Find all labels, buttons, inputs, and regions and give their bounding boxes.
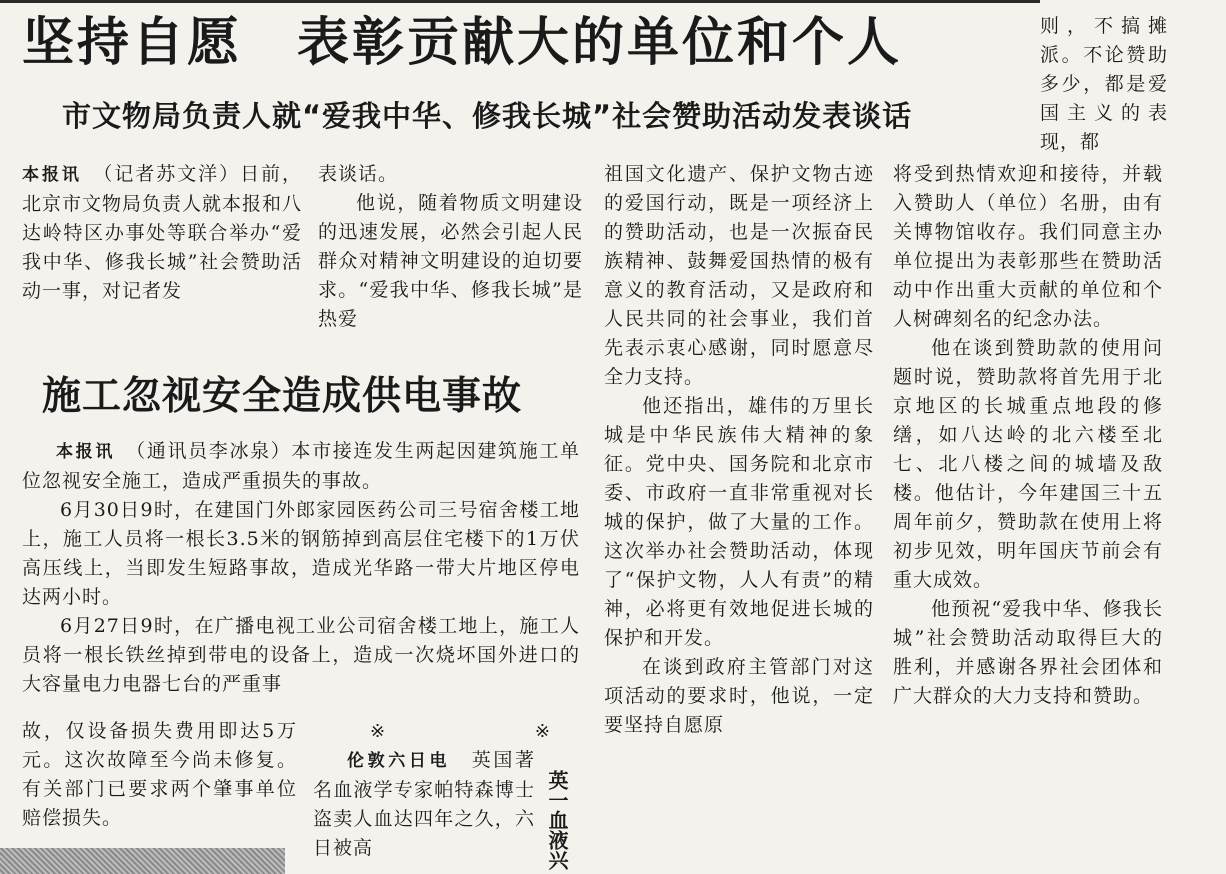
third-article-dateline: 伦敦六日电 (347, 751, 451, 771)
main-col3-p3: 在谈到政府主管部门对这项活动的要求时，他说，一定要坚持自愿原 (604, 656, 874, 736)
asterisk-right: ※ (534, 721, 550, 742)
second-article-tag: 本报讯 (56, 442, 115, 462)
news-tag: 本报讯 (22, 165, 82, 185)
second-article-p1: （通讯员李冰泉）本市接连发生两起因建筑施工单位忽视安全施工，造成严重损失的事故。 (22, 440, 580, 492)
main-col4-p2: 他在谈到赞助款的使用问题时说，赞助款将首先用于北京地区的长城重点地段的修缮，如八达岭的北六楼至北七、北八楼之间的城墙及敌楼。他估计，今年建国三十五周年前夕，赞助款在使用上将初步见效，明年国庆节前会有重大成效。 (893, 337, 1163, 591)
main-article-col1 (22, 160, 302, 306)
main-article-col3 (604, 160, 874, 740)
main-col4-p3: 他预祝“爱我中华、修我长城”社会赞助活动取得巨大的胜利，并感谢各界社会团体和广大群众的大力支持和赞助。 (893, 598, 1163, 707)
page-headline: 坚持自愿 表彰贡献大的单位和个人 (22, 13, 903, 73)
main-article-col2 (318, 160, 583, 334)
main-col4-p1: 将受到热情欢迎和接待，并载入赞助人（单位）名册，由有关博物馆收存。我们同意主办单位提出为表彰那些在赞助活动中作出重大贡献的单位和个人树碑刻名的纪念办法。 (893, 163, 1163, 330)
main-col3-p2: 他还指出，雄伟的万里长城是中华民族伟大精神的象征。党中央、国务院和北京市委、市政府一直非常重视对长城的保护，做了大量的工作。这次举办社会赞助活动，体现了“保护文物，人人有责”的精神，必将更有效地促进长城的保护和开发。 (604, 395, 874, 649)
main-col1-text: （记者苏文洋）日前，北京市文物局负责人就本报和八达岭特区办事处等联合举办“爱我中华、修我长城”社会赞助活动一事，对记者发 (22, 163, 303, 302)
main-col2-p1: 表谈话。 (318, 163, 399, 185)
third-article-body (313, 746, 535, 863)
top-right-snippet: 则，不搞摊派。不论赞助多少，都是爱国主义的表现，都 (1040, 15, 1168, 153)
section-separator (370, 717, 550, 746)
page-subheadline: 市文物局负责人就“爱我中华、修我长城”社会赞助活动发表谈话 (62, 99, 913, 133)
second-article-p3: 6月27日9时，在广播电视工业公司宿舍楼工地上，施工人员将一根长铁丝掉到带电的设备上，造成一次烧坏国外进口的大容量电力电器七台的严重事 (22, 615, 580, 695)
second-article-continuation: 故，仅设备损失费用即达5万元。这次故障至今尚未修复。有关部门已要求两个肇事单位赔偿损失。 (22, 720, 297, 829)
top-rule (0, 0, 1040, 3)
second-article-p2: 6月30日9时，在建国门外郎家园医药公司三号宿舍楼工地上，施工人员将一根长3.5米的钢筋掉到高层住宅楼下的1万伏高压线上，当即发生短路事故，造成光华路一带大片地区停电达两小时。 (22, 499, 580, 608)
third-article-text: 英国著名血液学专家帕特森博士盗卖人血达四年之久，六日被高 (313, 749, 535, 859)
asterisk-left: ※ (370, 721, 386, 742)
second-article-title: 施工忽视安全造成供电事故 (42, 373, 523, 419)
main-article-col4 (893, 160, 1163, 711)
halftone-photo (0, 848, 285, 874)
main-col3-p1: 祖国文化遗产、保护文物古迹的爱国行动，既是一项经济上的赞助活动，也是一次振奋民族精神、鼓舞爱国热情的极有意义的教育活动，又是政府和人民共同的社会事业，我们首先表示衷心感谢，同时愿意尽全力支持。 (604, 163, 874, 388)
main-col2-p2: 他说，随着物质文明建设的迅速发展，必然会引起人民群众对精神文明建设的迫切要求。“爱我中华、修我长城”是热爱 (318, 192, 583, 330)
third-article-vertical-title: 英一血液兴 (545, 770, 569, 870)
second-article-body (22, 437, 580, 699)
